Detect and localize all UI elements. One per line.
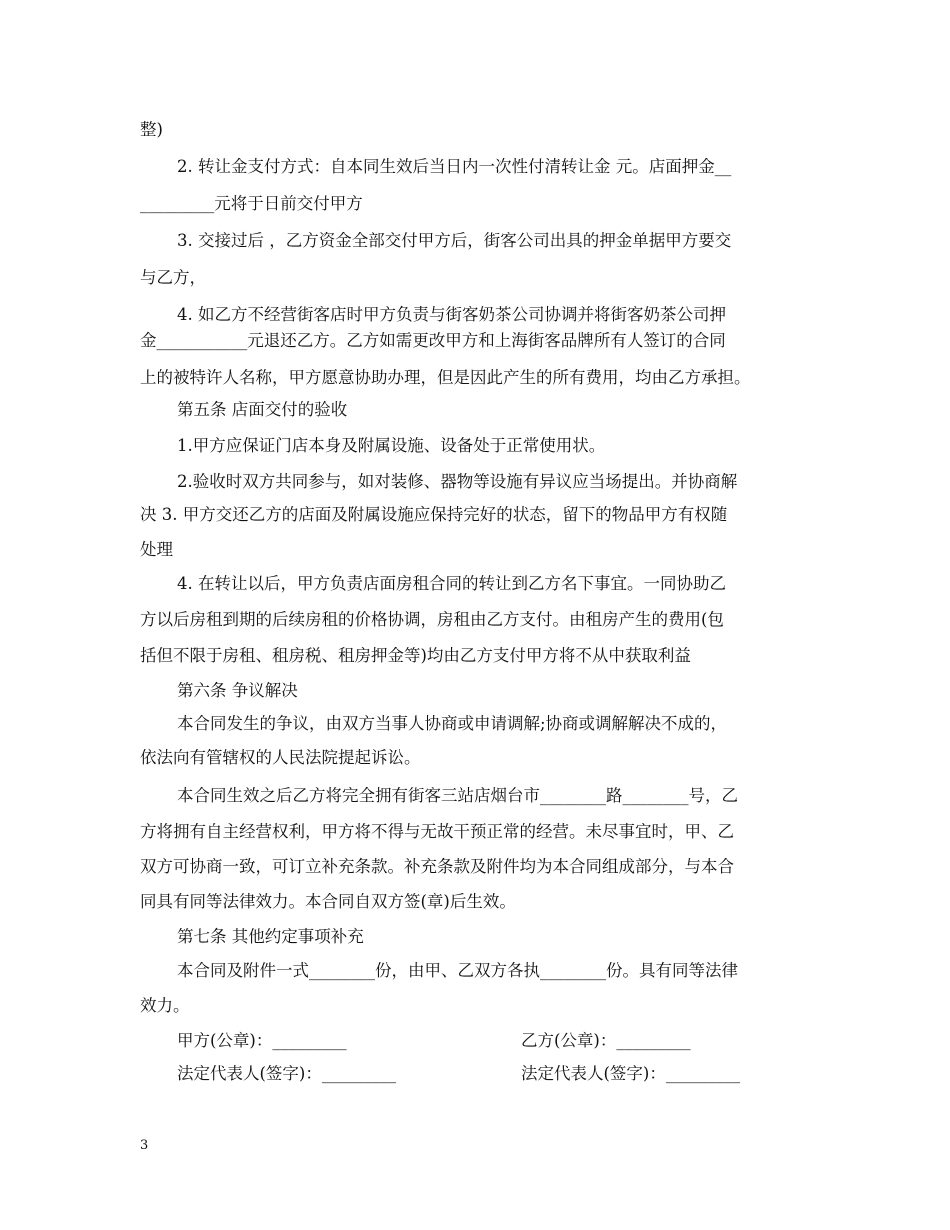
section-heading: 第六条 争议解决 [177,681,298,700]
text-line: 本合同发生的争议，由双方当事人协商或申请调解;协商或调解解决不成的， [177,714,728,733]
text-line: 与乙方， [140,268,206,287]
text-line: 1.甲方应保证门店本身及附属设施、设备处于正常使用状。 [177,436,606,455]
text-line: _________元将于日前交付甲方 [140,194,363,213]
text-line: 本合同及附件一式________份，由甲、乙双方各执________份。具有同等法律 [177,961,738,980]
text-line: 方将拥有自主经营权利，甲方将不得与无故干预正常的经营。未尽事宜时，甲、乙 [140,822,734,841]
text-line: 2. 转让金支付方式：自本同生效后当日内一次性付清转让金 元。店面押金__ [177,157,732,176]
text-line: 效力。 [140,996,190,1015]
text-line: 金___________元退还乙方。乙方如需更改甲方和上海街客品牌所有人签订的合同 [140,331,726,350]
text-line: 2.验收时双方共同参与，如对装修、器物等设施有异议应当场提出。并协商解 [177,472,738,491]
text-line: 方以后房租到期的后续房租的价格协调，房租由乙方支付。由租房产生的费用(包 [140,610,724,629]
text-line: 同具有同等法律效力。本合同自双方签(章)后生效。 [140,892,516,911]
text-line: 双方可协商一致，可订立补充条款。补充条款及附件均为本合同组成部分，与本合 [140,857,734,876]
party-b-rep-signature-field: 法定代表人(签字)：_________ [521,1064,741,1083]
text-line: 括但不限于房租、租房税、租房押金等)均由乙方支付甲方将不从中获取利益 [140,646,691,665]
text-line: 3. 交接过后 ，乙方资金全部交付甲方后，街客公司出具的押金单据甲方要交 [177,231,732,250]
text-line: 依法向有管辖权的人民法院提起诉讼。 [140,748,421,767]
party-a-seal-field: 甲方(公章)：_________ [177,1031,347,1050]
party-a-rep-signature-field: 法定代表人(签字)：_________ [177,1064,397,1083]
page-number: 3 [140,1138,149,1153]
text-line: 处理 [140,540,173,559]
text-line: 4. 如乙方不经营街客店时甲方负责与街客奶茶公司协调并将街客奶茶公司押 [177,305,726,324]
text-line: 整) [140,120,163,139]
text-line: 上的被特许人名称，甲方愿意协助办理，但是因此产生的所有费用，均由乙方承担。 [140,368,751,387]
text-line: 4. 在转让以后，甲方负责店面房租合同的转让到乙方名下事宜。一同协助乙 [177,574,726,593]
section-heading: 第五条 店面交付的验收 [177,400,348,419]
section-heading: 第七条 其他约定事项补充 [177,927,364,946]
text-line: 本合同生效之后乙方将完全拥有街客三站店烟台市________路________号，乙 [177,786,738,805]
party-b-seal-field: 乙方(公章)：_________ [521,1031,691,1050]
text-line: 决 3. 甲方交还乙方的店面及附属设施应保持完好的状态，留下的物品甲方有权随 [140,505,728,524]
